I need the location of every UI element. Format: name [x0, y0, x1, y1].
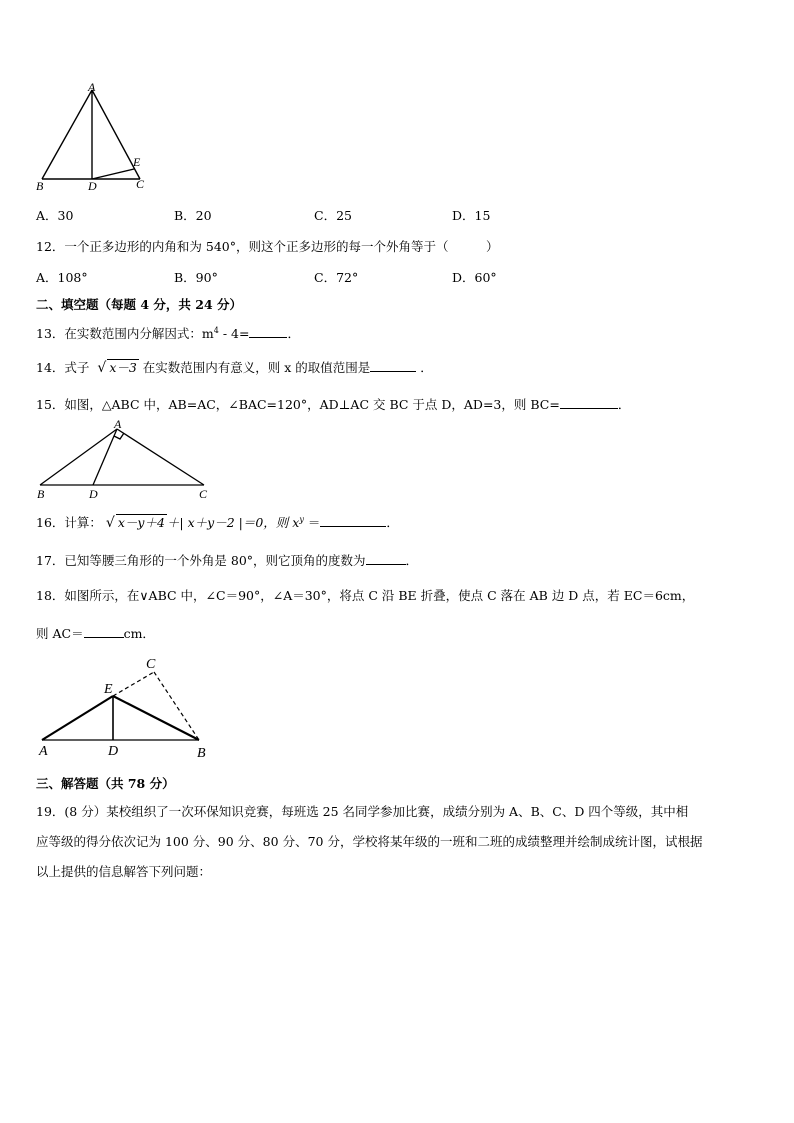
q17-end: ．: [405, 553, 419, 568]
q14-answer-blank[interactable]: [370, 359, 416, 372]
q13: [36, 325, 300, 342]
q15-text: 15．如图，△ABC 中，AB=AC，∠BAC=120°，AD⊥AC 交 BC 于点 D，AD=3，则 BC=: [36, 397, 560, 412]
label-c: C: [136, 177, 145, 191]
q18-label-d: D: [108, 744, 119, 759]
q19-line3: 以上提供的信息解答下列问题：: [36, 864, 212, 879]
q18-line1: 18．如图所示，在∨ABC 中，∠C＝90°，∠A＝30°，将点 C 沿 BE 折叠，使点 C 落在 AB 边 D 点，若 EC＝6cm，: [36, 588, 695, 603]
q14-end: ．: [420, 360, 433, 375]
q19-line1: 19．(8 分）某校组织了一次环保知识竞赛，每班选 25 名同学参加比赛，成绩分别为 A、B、C、D 四个等级，其中相: [36, 804, 689, 819]
q17-text: 17．已知等腰三角形的一个外角是 80°，则它顶角的度数为: [36, 553, 366, 568]
q12-option-d: D．60°: [452, 270, 497, 285]
q15-label-d: D: [89, 487, 98, 501]
q16-eq: ＝: [303, 515, 321, 530]
q18-label-e: E: [104, 682, 113, 697]
q16-answer-blank[interactable]: [320, 514, 386, 527]
q17: [36, 552, 418, 569]
q15-label-c: C: [199, 487, 208, 501]
q11-option-c: C．25: [314, 208, 352, 223]
section-3-title: 三、解答题（共 78 分）: [36, 776, 175, 791]
q11-option-a: A．30: [36, 208, 74, 223]
figure-q11: [30, 80, 160, 195]
q14: 14．式子 √ x－3 在实数范围内有意义，则 x 的取值范围是 ．: [36, 360, 433, 376]
q11-option-b: B．20: [174, 208, 212, 223]
q19-line2: 应等级的得分依次记为 100 分、90 分、80 分、70 分，学校将某年级的一班和二班的成绩整理并绘制成统计图，试根据: [36, 834, 703, 849]
q15-answer-blank[interactable]: [560, 396, 618, 409]
q13-answer-blank[interactable]: [249, 325, 287, 338]
q17-answer-blank[interactable]: [366, 552, 406, 565]
q14-prefix: 14．式子: [36, 360, 94, 375]
label-b: B: [36, 179, 44, 193]
q11-option-d: D．15: [452, 208, 491, 223]
q14-suffix: 在实数范围内有意义，则 x 的取值范围是: [138, 360, 371, 375]
q15-label-b: B: [37, 487, 45, 501]
q16-radicand: x－y＋4: [117, 515, 165, 530]
q16-middle: ＋| x＋y－2 |＝0，则: [166, 515, 289, 530]
label-e: E: [133, 155, 141, 169]
q16-prefix: 16．计算：: [36, 515, 102, 530]
label-d: D: [88, 179, 97, 193]
figure-q18: [36, 652, 216, 762]
q18-answer-blank[interactable]: [84, 625, 124, 638]
q13-suffix: - 4=: [218, 326, 250, 341]
q15-end: ．: [617, 397, 631, 412]
q13-prefix: 13．在实数范围内分解因式：m: [36, 326, 214, 341]
q18-line2-prefix: 则 AC＝: [36, 626, 84, 641]
section-2-title: 二、填空题（每题 4 分，共 24 分）: [36, 297, 243, 312]
q12-option-a: A．108°: [36, 270, 88, 285]
q18-label-c: C: [146, 657, 156, 672]
q18-label-b: B: [197, 746, 206, 761]
label-a: A: [88, 80, 96, 94]
q12-option-b: B．90°: [174, 270, 218, 285]
q18-line2: [36, 625, 155, 642]
q14-radicand: x－3: [109, 360, 137, 375]
q15-label-a: A: [114, 418, 122, 431]
q12-stem: 12．一个正多边形的内角和为 540°，则这个正多边形的每一个外角等于（ ）: [36, 239, 499, 254]
q18-label-a: A: [39, 744, 48, 759]
figure-q15: [32, 418, 222, 502]
q18-line2-suffix: cm．: [123, 626, 155, 641]
q15: [36, 396, 630, 413]
q16-sup: y: [299, 514, 304, 524]
q16: 16．计算： √ x－y＋4 ＋| x＋y－2 |＝0，则 $x^y$ ＝ ．: [36, 514, 399, 531]
q16-var: x: [292, 515, 300, 530]
q12-option-c: C．72°: [314, 270, 359, 285]
q16-end: ．: [386, 515, 399, 530]
q13-sup: 4: [213, 325, 219, 335]
q13-end: ．: [287, 326, 300, 341]
